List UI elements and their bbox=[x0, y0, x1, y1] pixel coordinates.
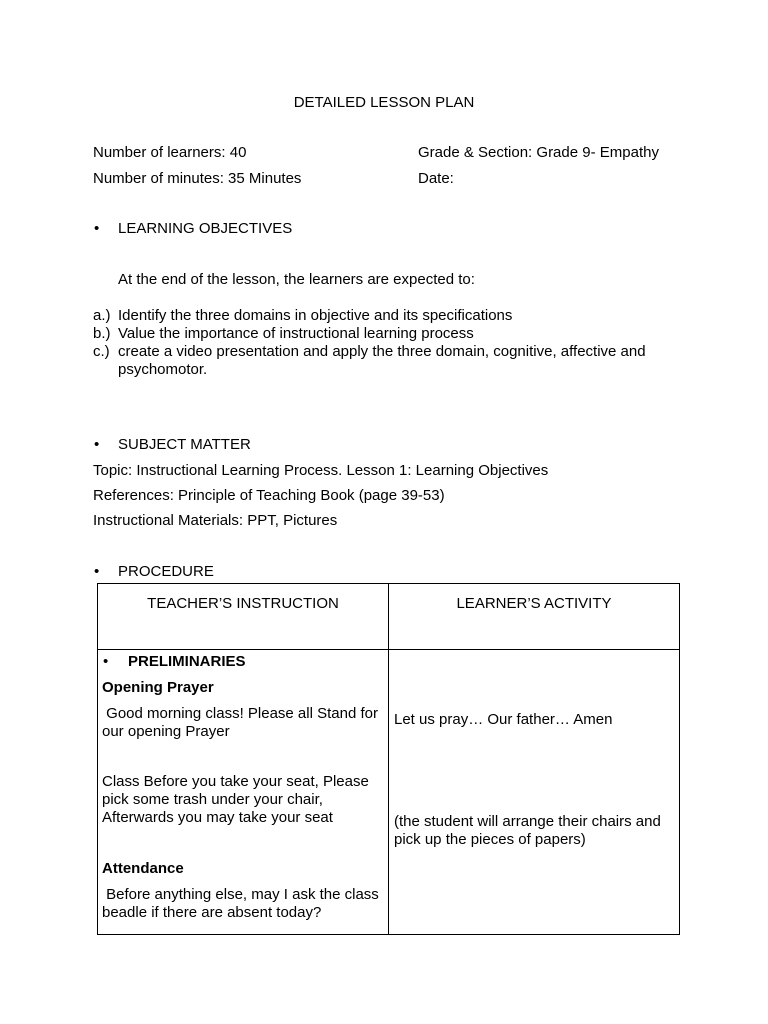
bullet-icon: • bbox=[94, 436, 100, 453]
objectives-intro: At the end of the lesson, the learners are expected to: bbox=[118, 271, 475, 288]
table-row bbox=[98, 650, 680, 935]
objective-item: create a video presentation and apply the three domain, cognitive, affective and psychomotor. bbox=[118, 343, 646, 378]
learner-column-header: LEARNER’S ACTIVITY bbox=[389, 584, 680, 650]
attendance-heading: Attendance bbox=[102, 860, 184, 877]
procedure-heading: PROCEDURE bbox=[118, 563, 214, 580]
list-marker: c.) bbox=[93, 343, 110, 360]
date-label: Date: bbox=[418, 170, 454, 187]
learner-prayer-text: Let us pray… Our father… Amen bbox=[394, 711, 613, 728]
learners-count: Number of learners: 40 bbox=[93, 144, 247, 161]
materials-line: Instructional Materials: PPT, Pictures bbox=[93, 512, 338, 529]
opening-prayer-heading: Opening Prayer bbox=[102, 679, 214, 696]
list-marker: a.) bbox=[93, 307, 111, 324]
objective-item: Value the importance of instructional learning process bbox=[118, 325, 474, 342]
references-line: References: Principle of Teaching Book (page 39-53) bbox=[93, 487, 445, 504]
learner-arrange-text: (the student will arrange their chairs and pick up the pieces of papers) bbox=[394, 813, 661, 848]
teacher-cell bbox=[98, 650, 389, 935]
attendance-text: Before anything else, may I ask the class beadle if there are absent today? bbox=[102, 886, 383, 921]
trash-instruction-text: Class Before you take your seat, Please pick some trash under your chair, Afterwards you may take your seat bbox=[102, 773, 369, 826]
procedure-table bbox=[97, 583, 680, 935]
minutes-count: Number of minutes: 35 Minutes bbox=[93, 170, 302, 187]
objective-item: Identify the three domains in objective and its specifications bbox=[118, 307, 513, 324]
opening-prayer-text: Good morning class! Please all Stand for our opening Prayer bbox=[102, 705, 383, 740]
page-title: DETAILED LESSON PLAN bbox=[293, 94, 475, 111]
objectives-heading: LEARNING OBJECTIVES bbox=[118, 220, 293, 237]
subject-matter-heading: SUBJECT MATTER bbox=[118, 436, 251, 453]
bullet-icon: • bbox=[103, 653, 109, 670]
bullet-icon: • bbox=[94, 563, 100, 580]
list-marker: b.) bbox=[93, 325, 111, 342]
learner-cell bbox=[389, 650, 680, 935]
preliminaries-heading: PRELIMINARIES bbox=[128, 653, 246, 670]
table-header-row bbox=[98, 584, 680, 650]
bullet-icon: • bbox=[94, 220, 100, 237]
teacher-column-header: TEACHER’S INSTRUCTION bbox=[98, 584, 389, 650]
grade-section: Grade & Section: Grade 9- Empathy bbox=[418, 144, 659, 161]
topic-line: Topic: Instructional Learning Process. Lesson 1: Learning Objectives bbox=[93, 462, 549, 479]
